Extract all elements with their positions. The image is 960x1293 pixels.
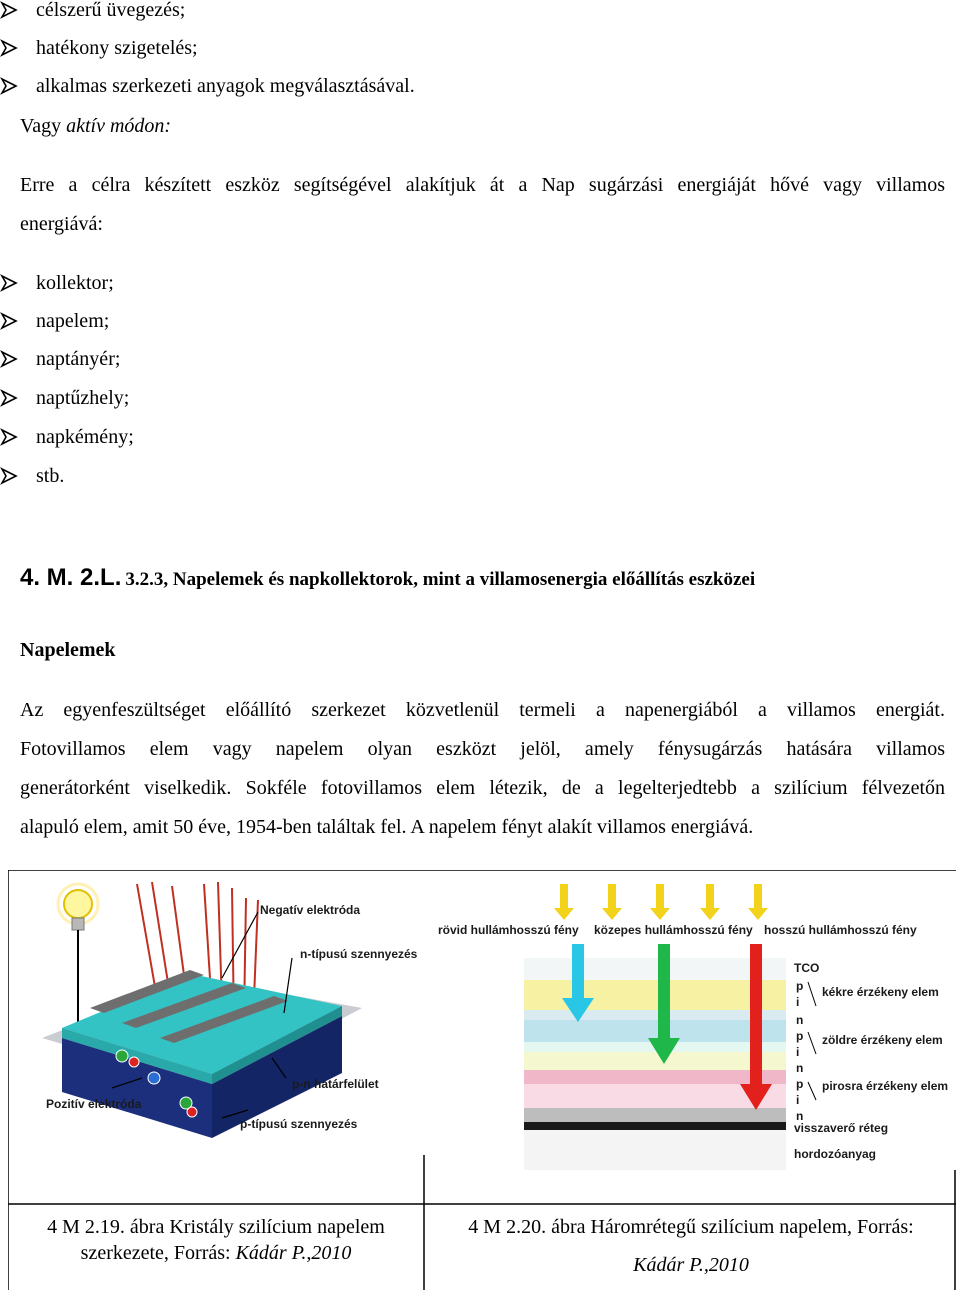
layer-blue <box>524 980 786 1010</box>
figure-caption-left <box>8 1214 424 1266</box>
paragraph-line: generátorként viselkedik. Sokféle fotovillamos elem létezik, de a legelterjedtebb a szilícium félvezetőn <box>20 777 945 799</box>
arrowhead-bullet-icon <box>0 274 18 292</box>
label-pn-interface: p-n határfelület <box>292 1077 379 1091</box>
arrowhead-bullet-icon <box>0 1 18 19</box>
layer-letter: i <box>796 995 800 1009</box>
list-item-text: alkalmas szerkezeti anyagok megválasztásával. <box>36 75 415 97</box>
paragraph-line: alapuló elem, amit 50 éve, 1954-ben találtak fel. A napelem fényt alakít villamos energiává. <box>20 816 754 838</box>
caption-line <box>426 1252 956 1278</box>
label-red-element: pirosra érzékeny elem <box>822 1079 949 1093</box>
label-long-wavelength: hosszú hullámhosszú fény <box>764 923 917 937</box>
label-medium-wavelength: közepes hullámhosszú fény <box>594 923 753 937</box>
figures-table <box>8 870 956 1290</box>
list-item-text: napkémény; <box>36 426 134 448</box>
caption-source: Kádár P.,2010 <box>235 1242 352 1264</box>
arrowhead-bullet-icon <box>0 77 18 95</box>
arrowhead-bullet-icon <box>0 312 18 330</box>
paragraph-line: Fotovillamos elem vagy napelem olyan eszközt jelöl, amely fénysugárzás hatására villamos <box>20 738 945 760</box>
triple-junction-diagram <box>432 878 952 1178</box>
list-item-text: napelem; <box>36 310 110 332</box>
arrowhead-bullet-icon <box>0 39 18 57</box>
list-item-text: naptányér; <box>36 348 121 370</box>
layer-letter: n <box>796 1109 804 1123</box>
paragraph-line: Az egyenfeszültséget előállító szerkezet közvetlenül termeli a napenergiából a villamos energiát. <box>20 699 945 721</box>
arrowhead-bullet-icon <box>0 350 18 368</box>
layer-letter: n <box>796 1013 804 1027</box>
caption-line: 4 M 2.19. ábra Kristály szilícium napelem <box>47 1216 385 1238</box>
label-positive-electrode: Pozitív elektróda <box>46 1097 142 1111</box>
silicon-cell-diagram <box>22 878 422 1148</box>
intro-prefix: Vagy <box>20 115 67 137</box>
section-heading <box>20 564 755 592</box>
figure-caption-right <box>426 1214 956 1278</box>
layer-letter: i <box>796 1093 800 1107</box>
layer-tco <box>524 958 786 980</box>
label-blue-element: kékre érzékeny elem <box>822 985 939 999</box>
incoming-light-arrows <box>554 884 768 920</box>
layer-letter: i <box>796 1045 800 1059</box>
layer-letter: p <box>796 979 804 993</box>
label-reflector: visszaverő réteg <box>794 1121 889 1135</box>
arrowhead-bullet-icon <box>0 428 18 446</box>
list-item-text: stb. <box>36 465 65 487</box>
layer-substrate <box>524 1130 786 1170</box>
arrowhead-bullet-icon <box>0 467 18 485</box>
label-negative-electrode: Negatív elektróda <box>260 903 361 917</box>
layer-reflector <box>524 1122 786 1130</box>
paragraph-line: energiává: <box>20 213 103 235</box>
list-item-text: kollektor; <box>36 272 114 294</box>
caption-line: 4 M 2.20. ábra Háromrétegű szilícium napelem, Forrás: <box>468 1216 914 1238</box>
label-short-wavelength: rövid hullámhosszú fény <box>438 923 579 937</box>
layer-letter: n <box>796 1061 804 1075</box>
layer-letter: p <box>796 1029 804 1043</box>
list-item-text: célszerű üvegezés; <box>36 0 186 21</box>
list-item-text: hatékony szigetelés; <box>36 37 198 59</box>
intro-italic: aktív módon: <box>66 115 172 137</box>
caption-source: Kádár P.,2010 <box>633 1254 749 1276</box>
label-green-element: zöldre érzékeny elem <box>822 1033 943 1047</box>
paragraph-line: Erre a célra készített eszköz segítségével alakítjuk át a Nap sugárzási energiáját hővé vagy villamos <box>20 174 945 196</box>
label-n-type: n-típusú szennyezés <box>300 947 418 961</box>
layer-letter: TCO <box>794 961 820 975</box>
caption-source-prefix: szerkezete, Forrás: <box>80 1242 236 1264</box>
label-p-type: p-típusú szennyezés <box>240 1117 358 1131</box>
list-item-text: naptűzhely; <box>36 387 130 409</box>
arrowhead-bullet-icon <box>0 389 18 407</box>
layer-letter: p <box>796 1077 804 1091</box>
label-substrate: hordozóanyag <box>794 1147 877 1161</box>
subheading: Napelemek <box>20 639 116 661</box>
caption-line <box>8 1240 424 1266</box>
section-number: 4. M. 2.L. <box>20 564 122 591</box>
active-mode-intro <box>20 114 171 138</box>
section-title: 3.2.3, Napelemek és napkollektorok, mint a villamosenergia előállítás eszközei <box>125 569 756 590</box>
